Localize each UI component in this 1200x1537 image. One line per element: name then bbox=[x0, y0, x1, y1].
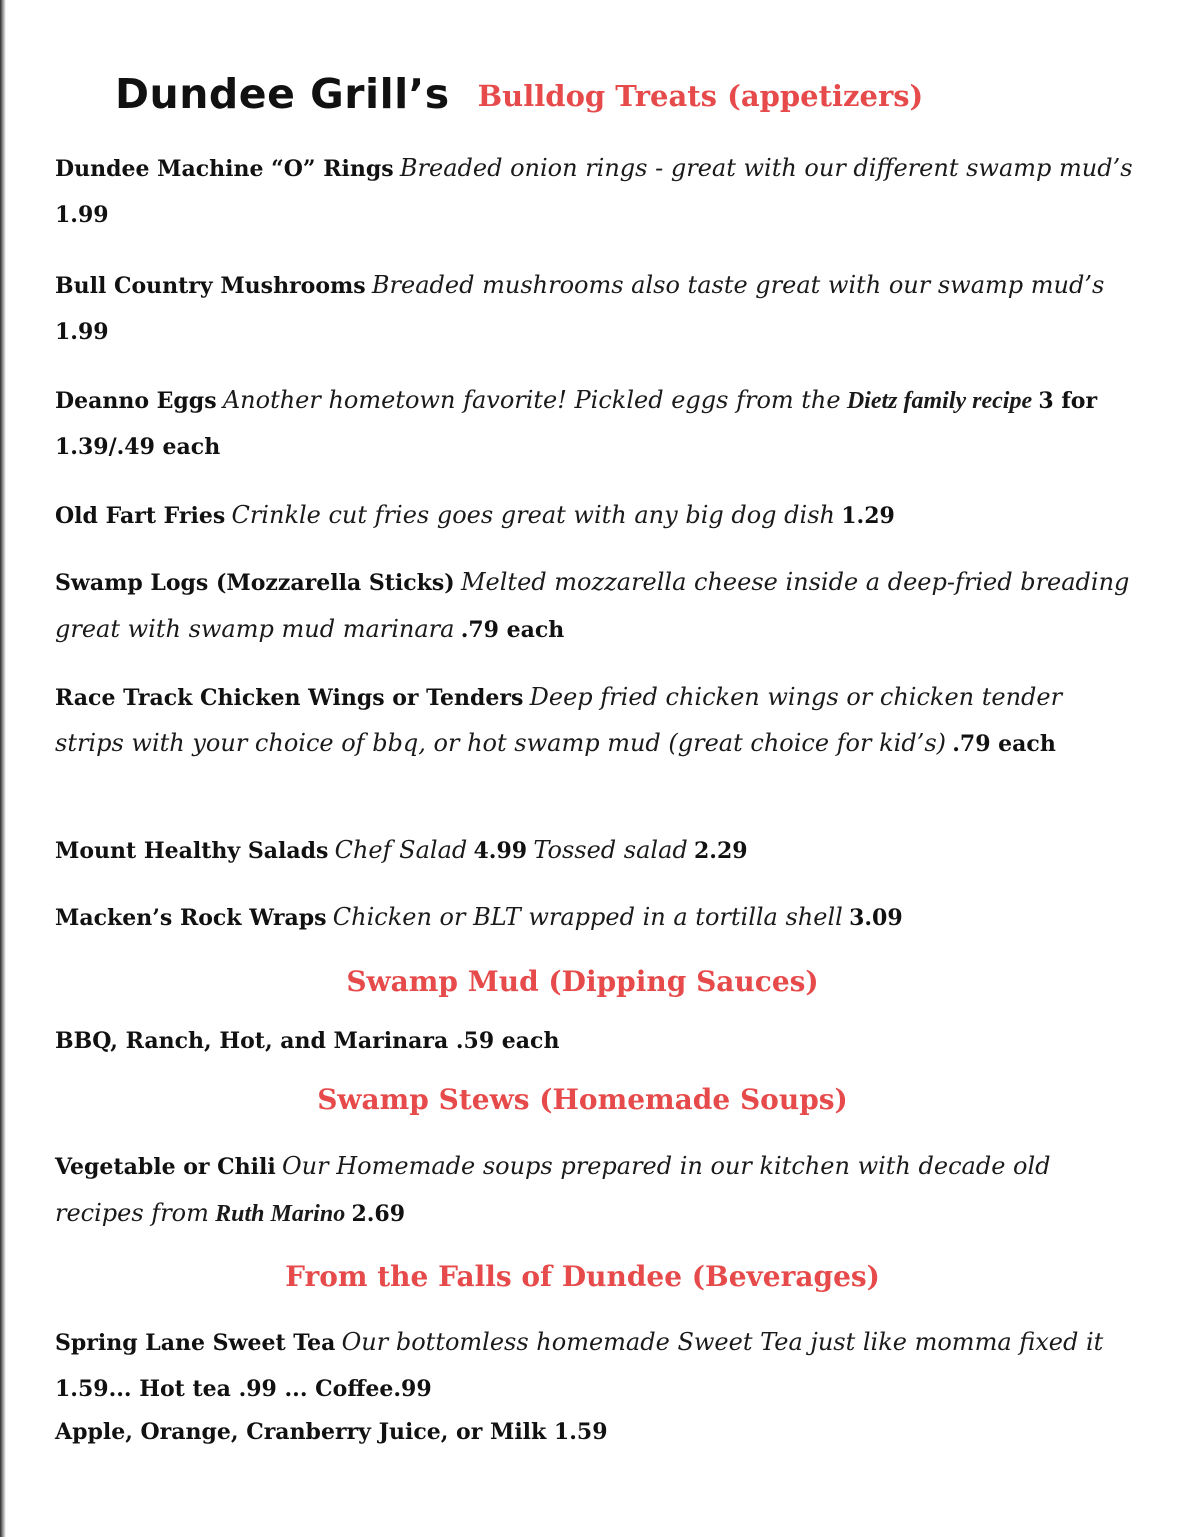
item-name: Race Track Chicken Wings or Tenders bbox=[55, 685, 524, 711]
section-title-soups: Swamp Stews (Homemade Soups) bbox=[317, 1083, 848, 1116]
item-price: 2.69 bbox=[351, 1201, 406, 1227]
juice-line: Apple, Orange, Cranberry Juice, or Milk 1.59 bbox=[55, 1419, 608, 1445]
menu-item-o-rings bbox=[55, 145, 1135, 238]
item-price: 1.99 bbox=[55, 202, 109, 228]
menu-item-eggs bbox=[55, 377, 1135, 470]
item-price: 3.09 bbox=[849, 905, 903, 931]
section-title-appetizers: Bulldog Treats (appetizers) bbox=[477, 79, 924, 113]
item-description: Melted mozzarella cheese inside a deep-fried breading great with swamp mud marinara bbox=[55, 568, 1130, 643]
menu-item-fries bbox=[55, 492, 1135, 539]
item-recipe-credit: Ruth Marino bbox=[215, 1201, 346, 1227]
menu-item-swamp-logs bbox=[55, 559, 1135, 653]
item-description: Our bottomless homemade Sweet Tea just like momma fixed it bbox=[341, 1328, 1104, 1356]
item-name: Vegetable or Chili bbox=[55, 1154, 276, 1180]
item-recipe-credit: Dietz family recipe bbox=[846, 388, 1033, 414]
menu-item-sweet-tea bbox=[55, 1319, 1135, 1412]
item-description: Chef Salad bbox=[334, 836, 468, 864]
item-description: Chicken or BLT wrapped in a tortilla shell bbox=[332, 903, 843, 931]
item-description-2: Tossed salad bbox=[533, 836, 688, 864]
item-price: 3 for 1.39/.49 each bbox=[55, 388, 1098, 460]
scan-edge bbox=[0, 0, 6, 1537]
item-name: Deanno Eggs bbox=[55, 388, 217, 414]
item-name: Macken’s Rock Wraps bbox=[55, 905, 327, 931]
item-name: Swamp Logs (Mozzarella Sticks) bbox=[55, 570, 455, 596]
item-price: 1.29 bbox=[841, 503, 895, 529]
section-title-sauces: Swamp Mud (Dipping Sauces) bbox=[346, 965, 819, 998]
item-description: Crinkle cut fries goes great with any big dog dish bbox=[231, 501, 835, 529]
menu-item-mushrooms bbox=[55, 262, 1135, 355]
item-price: .79 each bbox=[460, 617, 565, 643]
item-description: Another hometown favorite! Pickled eggs from the bbox=[222, 386, 841, 414]
item-name: Old Fart Fries bbox=[55, 503, 226, 529]
item-description: Breaded mushrooms also taste great with our swamp mud’s bbox=[371, 271, 1105, 299]
item-name: Mount Healthy Salads bbox=[55, 838, 329, 864]
menu-header bbox=[115, 70, 923, 118]
item-description: Breaded onion rings - great with our different swamp mud’s bbox=[399, 154, 1133, 182]
menu-item-salads bbox=[55, 827, 1135, 874]
item-price: 4.99 bbox=[473, 838, 528, 864]
item-price: 1.59... Hot tea .99 ... Coffee.99 bbox=[55, 1376, 432, 1402]
item-description: Deep fried chicken wings or chicken tender strips with your choice of bbq, or hot swamp mud (great choice for kid’s) bbox=[55, 683, 1063, 757]
item-price: .79 each bbox=[952, 731, 1056, 757]
section-title-beverages: From the Falls of Dundee (Beverages) bbox=[285, 1260, 880, 1293]
menu-item-wings bbox=[55, 675, 1135, 767]
item-name: Spring Lane Sweet Tea bbox=[55, 1330, 336, 1356]
menu-item-soup bbox=[55, 1143, 1135, 1237]
item-name: Dundee Machine “O” Rings bbox=[55, 156, 394, 182]
item-price: 1.99 bbox=[55, 319, 109, 345]
item-description: Our Homemade soups prepared in our kitchen with decade old recipes from bbox=[55, 1152, 1051, 1227]
item-name: Bull Country Mushrooms bbox=[55, 273, 366, 299]
menu-item-wraps bbox=[55, 894, 1135, 941]
item-price-2: 2.29 bbox=[694, 838, 748, 864]
restaurant-name: Dundee Grill’s bbox=[115, 70, 450, 118]
sauces-line: BBQ, Ranch, Hot, and Marinara .59 each bbox=[55, 1028, 560, 1054]
